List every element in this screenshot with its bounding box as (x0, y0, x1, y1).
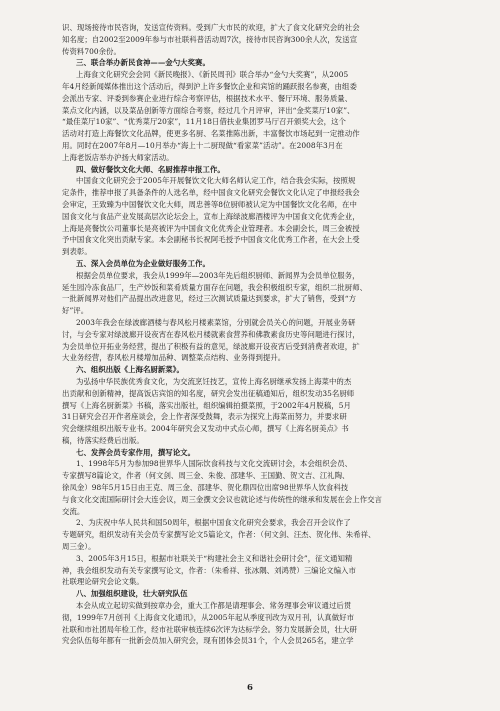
text-line: 本会从成立起切实做到按章办会，重大工作都是请理事会、常务理事会审议通过后贯 (76, 601, 352, 611)
text-line: 2003年我会在绿波廊酒楼与春风松月楼素菜馆，分别就会员关心的问题，开展业务研 (76, 317, 356, 327)
text-line: 会派出专家、评委到参赛企业进行综合考察评估，根据技术水平、餐厅环境、服务质量、 (62, 93, 353, 103)
text-line: 稿，待落实经费后出版。 (62, 435, 144, 445)
section-heading: 三、联合举办新民食神——金勺大奖赛。 (76, 58, 210, 68)
section-heading: 五、深入会员单位为企业做好服务工作。 (76, 258, 210, 268)
section-heading: 四、做好餐饮文化大师、名厨推荐申报工作。 (76, 164, 225, 174)
text-line: 为弘扬中华民族优秀食文化，为交流烹饪技艺，宣传上海名厨继承发扬上海菜中的杰 (76, 376, 352, 386)
text-line: 好”评。 (62, 306, 89, 316)
text-line: 延生园冷冻食品厂，生产炒饭和菜肴质量方面存在问题，我会积极组织专家，组织二批厨师、 (62, 282, 368, 292)
text-line: 彻，1999年7月创刊《上海食文化通讯》，从2005年起从季度刊改为双月刊，认真做好市 (62, 612, 355, 622)
text-line: 国食文化与食品产业发展高层次论坛会上，宣布上海绿波廊酒楼评为中国食文化优秀企业， (62, 211, 360, 221)
text-line: 交流。 (62, 506, 85, 516)
text-line: 与食文化交流国际研讨会大连会议，周三金撰文会议也就论述与传统性的继承和发展在会上作交言 (62, 494, 382, 504)
text-line: 上海是亮餐饮公司董事长是亮被评为中国食文化优秀企业管理者。本会副会长，周三金被授 (62, 223, 360, 233)
text-line: 菜点文化内涵，以及菜品创新等方面综合考察，经过几个月评审，评出“金奖菜厅10家”、 (62, 105, 355, 115)
text-line: 3、2005年3月15日，根据市社联关于“构建社会主义和谐社会研讨会”，征文通知精 (76, 553, 353, 563)
text-line: 究会继续组织出版专业书。2004年研究会又发动中式点心师，撰写《上海名厨美点》书 (62, 424, 349, 434)
text-line: 出贡献和创新精神，提高饭店宾馆的知名度，研究会发出征稿通知后，组织发动35名厨师 (62, 388, 355, 398)
text-line: 专家撰写8篇论文，作者（何文剑、周三金、朱俊、邵建华、王国勤、贺文吉、江礼陶、 (62, 471, 350, 481)
text-line: 1、1998年5月为参加98世界华人国际饮食科技与文化交流研讨会，本会组织会员、 (76, 459, 353, 469)
text-line: 专题研究，组织发动有关会员专家撰写论文5篇论文，作者：（何文剑、汪杰、贺化伟、朱希祥、 (62, 530, 376, 540)
text-line: 31日研究会召开作者座谈会，会上作者深受鼓舞，表示为探究上海菜而努力，并要求研 (62, 412, 347, 422)
section-heading: 八、加强组织建设，壮大研究队伍 (76, 589, 188, 599)
text-line: 周三金）。 (62, 542, 96, 552)
text-line: 讨，与会专家对绿波廊开设夜宵在春风松月楼就素食营养和佛教素食历史等问题进行探讨， (62, 329, 360, 339)
text-line: 2、为庆祝中华人民共和国50周年，根据中国食文化研究会要求，我会召开会议作了 (76, 518, 351, 528)
text-line: 究会队伍每年都有一批新会员加入研究会，现有团体会员31个，个人会员265名，建立学 (62, 636, 354, 646)
text-line: 上海老饭店举办沪扬大师家活动。 (62, 152, 174, 162)
text-line: 社联理论研究会论文集。 (62, 577, 144, 587)
text-line: 根据会员单位要求，我会从1999年—2003年先后组织厨师、新闻界为会员单位服务， (76, 270, 360, 280)
section-heading: 六、组织出版《上海名厨新菜》。 (76, 365, 184, 375)
document-body (62, 22, 440, 647)
text-line: 神，我会组织发动有关专家撰写论文，作者：（朱希祥、张冰隅、刘鸿赞）三编论文编入市 (62, 565, 356, 575)
text-line: 撰写《上海名厨新菜》书稿，落实出版社，组织编辑拍摄菜照，于2002年4月脱稿，5月 (62, 400, 351, 410)
text-line: 定条件，推荐申报了具备条件的人选名单，经中国食文化研究会餐饮文化认定了申报经我会 (62, 188, 360, 198)
text-line: 会审定，王致臻为中国餐饮文化大师，周忠善等8位厨师被认定为中国餐饮文化名师，在中 (62, 199, 357, 209)
text-line: “最佳菜厅10家”、“优秀菜厅20家”，11月18日借扶业集团罗马厅召开颁奖大会，这个 (62, 117, 346, 127)
text-line: 用。同时在2007年8月—10月举办“海上十二厨现做“看家菜”活动”。在2008年3月在 (62, 140, 343, 150)
page-number: 6 (247, 683, 253, 693)
text-line: 社联和市社团局年检工作，经市社联审核连续6次评为达标学会。努力发展新会员，壮大研 (62, 624, 357, 634)
section-heading: 七、发挥会员专家作用，撰写论文。 (76, 447, 196, 457)
text-line: 中国食文化研究会于2005年开展餐饮文化大师名师认定工作，结合我会实际，按照规 (76, 176, 356, 186)
text-line: 一批新闻界对他们产品提出改进意见，经过三次测试质量达到要求，扩大了销售，受到“方 (62, 294, 357, 304)
text-line: 活动对打造上海餐饮文化品牌，使更多名厨、名菜推陈出新，丰富餐饮市场起到一定推动作 (62, 129, 360, 139)
text-line: 识、现场接待市民咨询，发送宣传资料。受到广大市民的欢迎，扩大了食文化研究会的社会 (62, 23, 360, 32)
text-line: 徐凤金）98年5月15日由王克、周三金、邵建华、贺化鼎四位出席98世界华人饮食科技 (62, 483, 349, 493)
text-line: 大业务经营，春风松月楼增加品种、调整菜点结构、业务得到提升。 (62, 353, 286, 363)
text-line: 到表彰。 (62, 247, 92, 257)
text-line: 予中国食文化突出贡献专家。本会副秘书长祝阿毛授予中国食文化优秀工作者，在大会上受 (62, 235, 360, 245)
text-line: 为会员单位开拓业务经营，提出了积极有益的意见，绿波廊开设夜宵后受到消费者欢迎，扩 (62, 341, 360, 351)
text-line: 年4月经新闻媒体推出这个活动后，得到沪上许多餐饮企业和宾馆的踊跃报名参赛，由组委 (62, 81, 357, 91)
text-line: 上海食文化研究会会同《新民晚报》、《新民周刊》联合举办“金勺大奖赛”，从2005 (76, 70, 349, 80)
text-line: 知名度；自2002至2009年参与市社联科普活动周7次，接待市民咨询300余人次，发送宣 (62, 34, 358, 44)
text-line: 传资料700余份。 (62, 46, 121, 56)
